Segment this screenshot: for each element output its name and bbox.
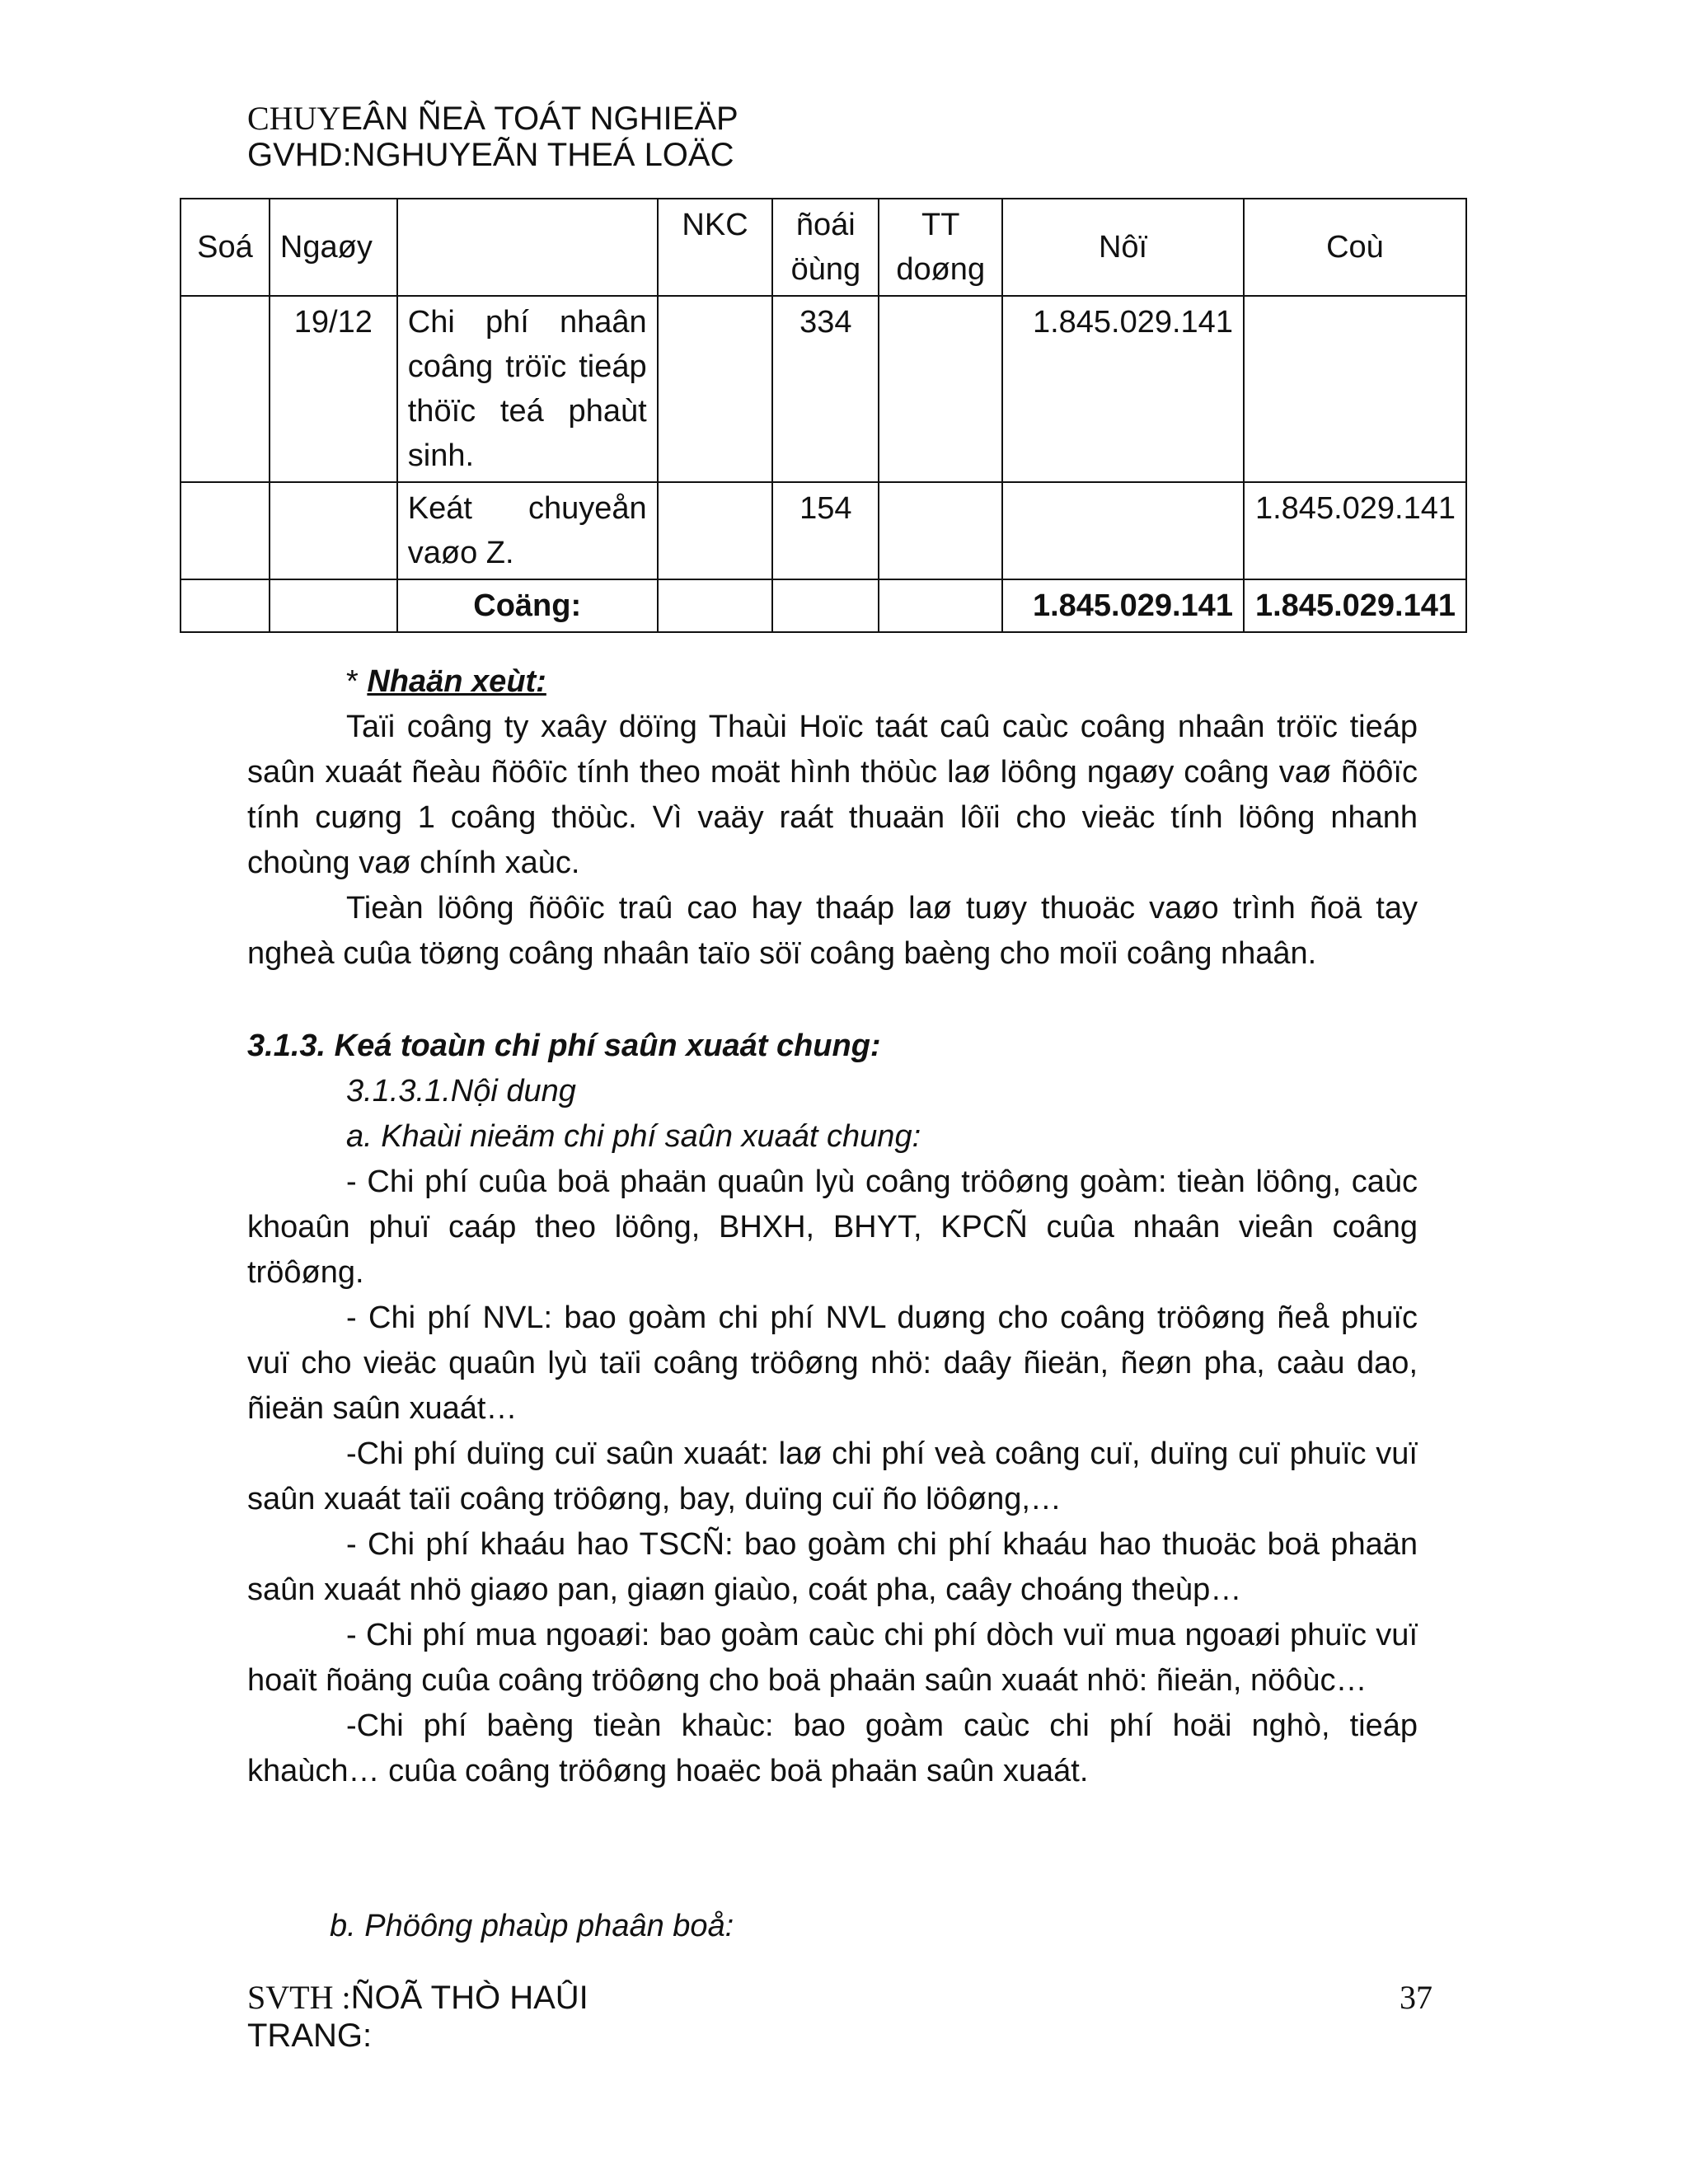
note-section	[247, 659, 1418, 977]
footer-trang: TRANG:	[247, 2018, 373, 2054]
cell-co	[1244, 296, 1466, 482]
section-a-title: a. Khaùi nieäm chi phí saûn xuaát chung:	[346, 1119, 921, 1154]
list-item: - Chi phí mua ngoaøi: bao goàm caùc chi phí dòch vuï mua ngoaøi phuïc vuï hoaït ñoäng cuûa coâng tröôøng cho boä phaän saûn xuaát nhö: ñieän, nöôùc…	[247, 1618, 1418, 1698]
note-paragraph-1: Taïi coâng ty xaây döïng Thaùi Hoïc taát caû caùc coâng nhaân tröïc tieáp saûn xuaát ñeàu ñöôïc tính theo moät hình thöùc laø löông ngaøy coâng vaø ñöôïc tính cuøng 1 coâng thöùc. Vì vaäy raát thuaän lôïi cho vieäc tính löông nhanh choùng vaø chính xaùc.	[247, 710, 1418, 880]
total-label: Coäng:	[397, 579, 658, 632]
table-header-row	[181, 199, 1466, 296]
cell-doi-ung: 154	[772, 482, 879, 579]
note-heading	[247, 659, 1418, 705]
section-b-title: b. Phöông phaùp phaân boå:	[330, 1909, 734, 1943]
col-header-so: Soá	[181, 199, 270, 296]
header-title-prefix: CHUY	[247, 100, 341, 137]
cell-tt-dong	[879, 482, 1002, 579]
section-3-1-3	[247, 1024, 1418, 1794]
col-header-desc	[397, 199, 658, 296]
col-header-tt-line1: TT	[921, 208, 960, 242]
header-title-rest: EÂN ÑEÀ TOÁT NGHIEÄP	[340, 101, 738, 137]
list-item: - Chi phí khaáu hao TSCÑ: bao goàm chi phí khaáu hao thuoäc boä phaän saûn xuaát nhö giaøo pan, giaøn giaùo, coát pha, caây choáng theùp…	[247, 1527, 1418, 1607]
header-title	[247, 99, 738, 138]
footer-student	[247, 1978, 588, 2018]
ledger-table	[180, 198, 1467, 633]
col-header-no: Nôï	[1002, 199, 1244, 296]
cell-so	[181, 482, 270, 579]
cell-nkc	[658, 482, 773, 579]
list-item: -Chi phí baèng tieàn khaùc: bao goàm caùc chi phí hoäi nghò, tieáp khaùch… cuûa coâng tröôøng hoaëc boä phaän saûn xuaát.	[247, 1708, 1418, 1788]
col-header-doi-ung-line1: ñoái	[795, 208, 856, 242]
footer-svth-prefix: SVTH :	[247, 1979, 351, 2016]
cell-no: 1.845.029.141	[1002, 296, 1244, 482]
cell-so	[181, 296, 270, 482]
col-header-doi-ung	[772, 199, 879, 296]
col-header-ngay: Ngaøy	[270, 199, 397, 296]
note-paragraph-2: Tieàn löông ñöôïc traû cao hay thaáp laø tuøy thuoäc vaøo trình ñoä tay ngheà cuûa töøng coâng nhaân taïo söï coâng baèng cho moïi coâng nhaân.	[247, 891, 1418, 971]
total-co: 1.845.029.141	[1244, 579, 1466, 632]
cell-nkc	[658, 579, 773, 632]
col-header-nkc: NKC	[658, 199, 773, 296]
cell-nkc	[658, 296, 773, 482]
cell-desc: Chi phí nhaân coâng tröïc tieáp thöïc teá phaùt sinh.	[397, 296, 658, 482]
table-row	[181, 482, 1466, 579]
list-item: - Chi phí NVL: bao goàm chi phí NVL duøng cho coâng tröôøng ñeå phuïc vuï cho vieäc quaûn lyù taïi coâng tröôøng nhö: daây ñieän, ñeøn pha, caàu dao, ñieän saûn xuaát…	[247, 1301, 1418, 1426]
col-header-co: Coù	[1244, 199, 1466, 296]
cell-tt-dong	[879, 296, 1002, 482]
cell-doi-ung	[772, 579, 879, 632]
table-row	[181, 296, 1466, 482]
cell-ngay	[270, 482, 397, 579]
cell-so	[181, 579, 270, 632]
col-header-tt-line2: doøng	[896, 252, 986, 287]
total-no: 1.845.029.141	[1002, 579, 1244, 632]
header-advisor: GVHD:NGHUYEÃN THEÁ LOÄC	[247, 137, 734, 173]
cell-desc: Keát chuyeån vaøo Z.	[397, 482, 658, 579]
cell-tt-dong	[879, 579, 1002, 632]
section-subheading: 3.1.3.1.Nội dung	[346, 1074, 576, 1108]
col-header-doi-ung-line2: öùng	[790, 252, 861, 287]
cell-no	[1002, 482, 1244, 579]
cell-co: 1.845.029.141	[1244, 482, 1466, 579]
note-title: Nhaän xeùt:	[367, 664, 546, 699]
table-total-row	[181, 579, 1466, 632]
footer-svth-name: ÑOÃ THÒ HAÛI	[350, 1980, 588, 2016]
cell-ngay: 19/12	[270, 296, 397, 482]
cell-ngay	[270, 579, 397, 632]
page-number: 37	[1400, 1979, 1432, 2016]
col-header-tt-dong	[879, 199, 1002, 296]
list-item: - Chi phí cuûa boä phaän quaûn lyù coâng tröôøng goàm: tieàn löông, caùc khoaûn phuï caáp theo löông, BHXH, BHYT, KPCÑ cuûa nhaân vieân coâng tröôøng.	[247, 1165, 1418, 1290]
list-item: -Chi phí duïng cuï saûn xuaát: laø chi phí veà coâng cuï, duïng cuï phuïc vuï saûn xuaát taïi coâng tröôøng, bay, duïng cuï ño löôøng,…	[247, 1436, 1418, 1516]
note-star: *	[346, 664, 368, 699]
section-heading: 3.1.3. Keá toaùn chi phí saûn xuaát chung:	[247, 1029, 881, 1063]
cell-doi-ung: 334	[772, 296, 879, 482]
